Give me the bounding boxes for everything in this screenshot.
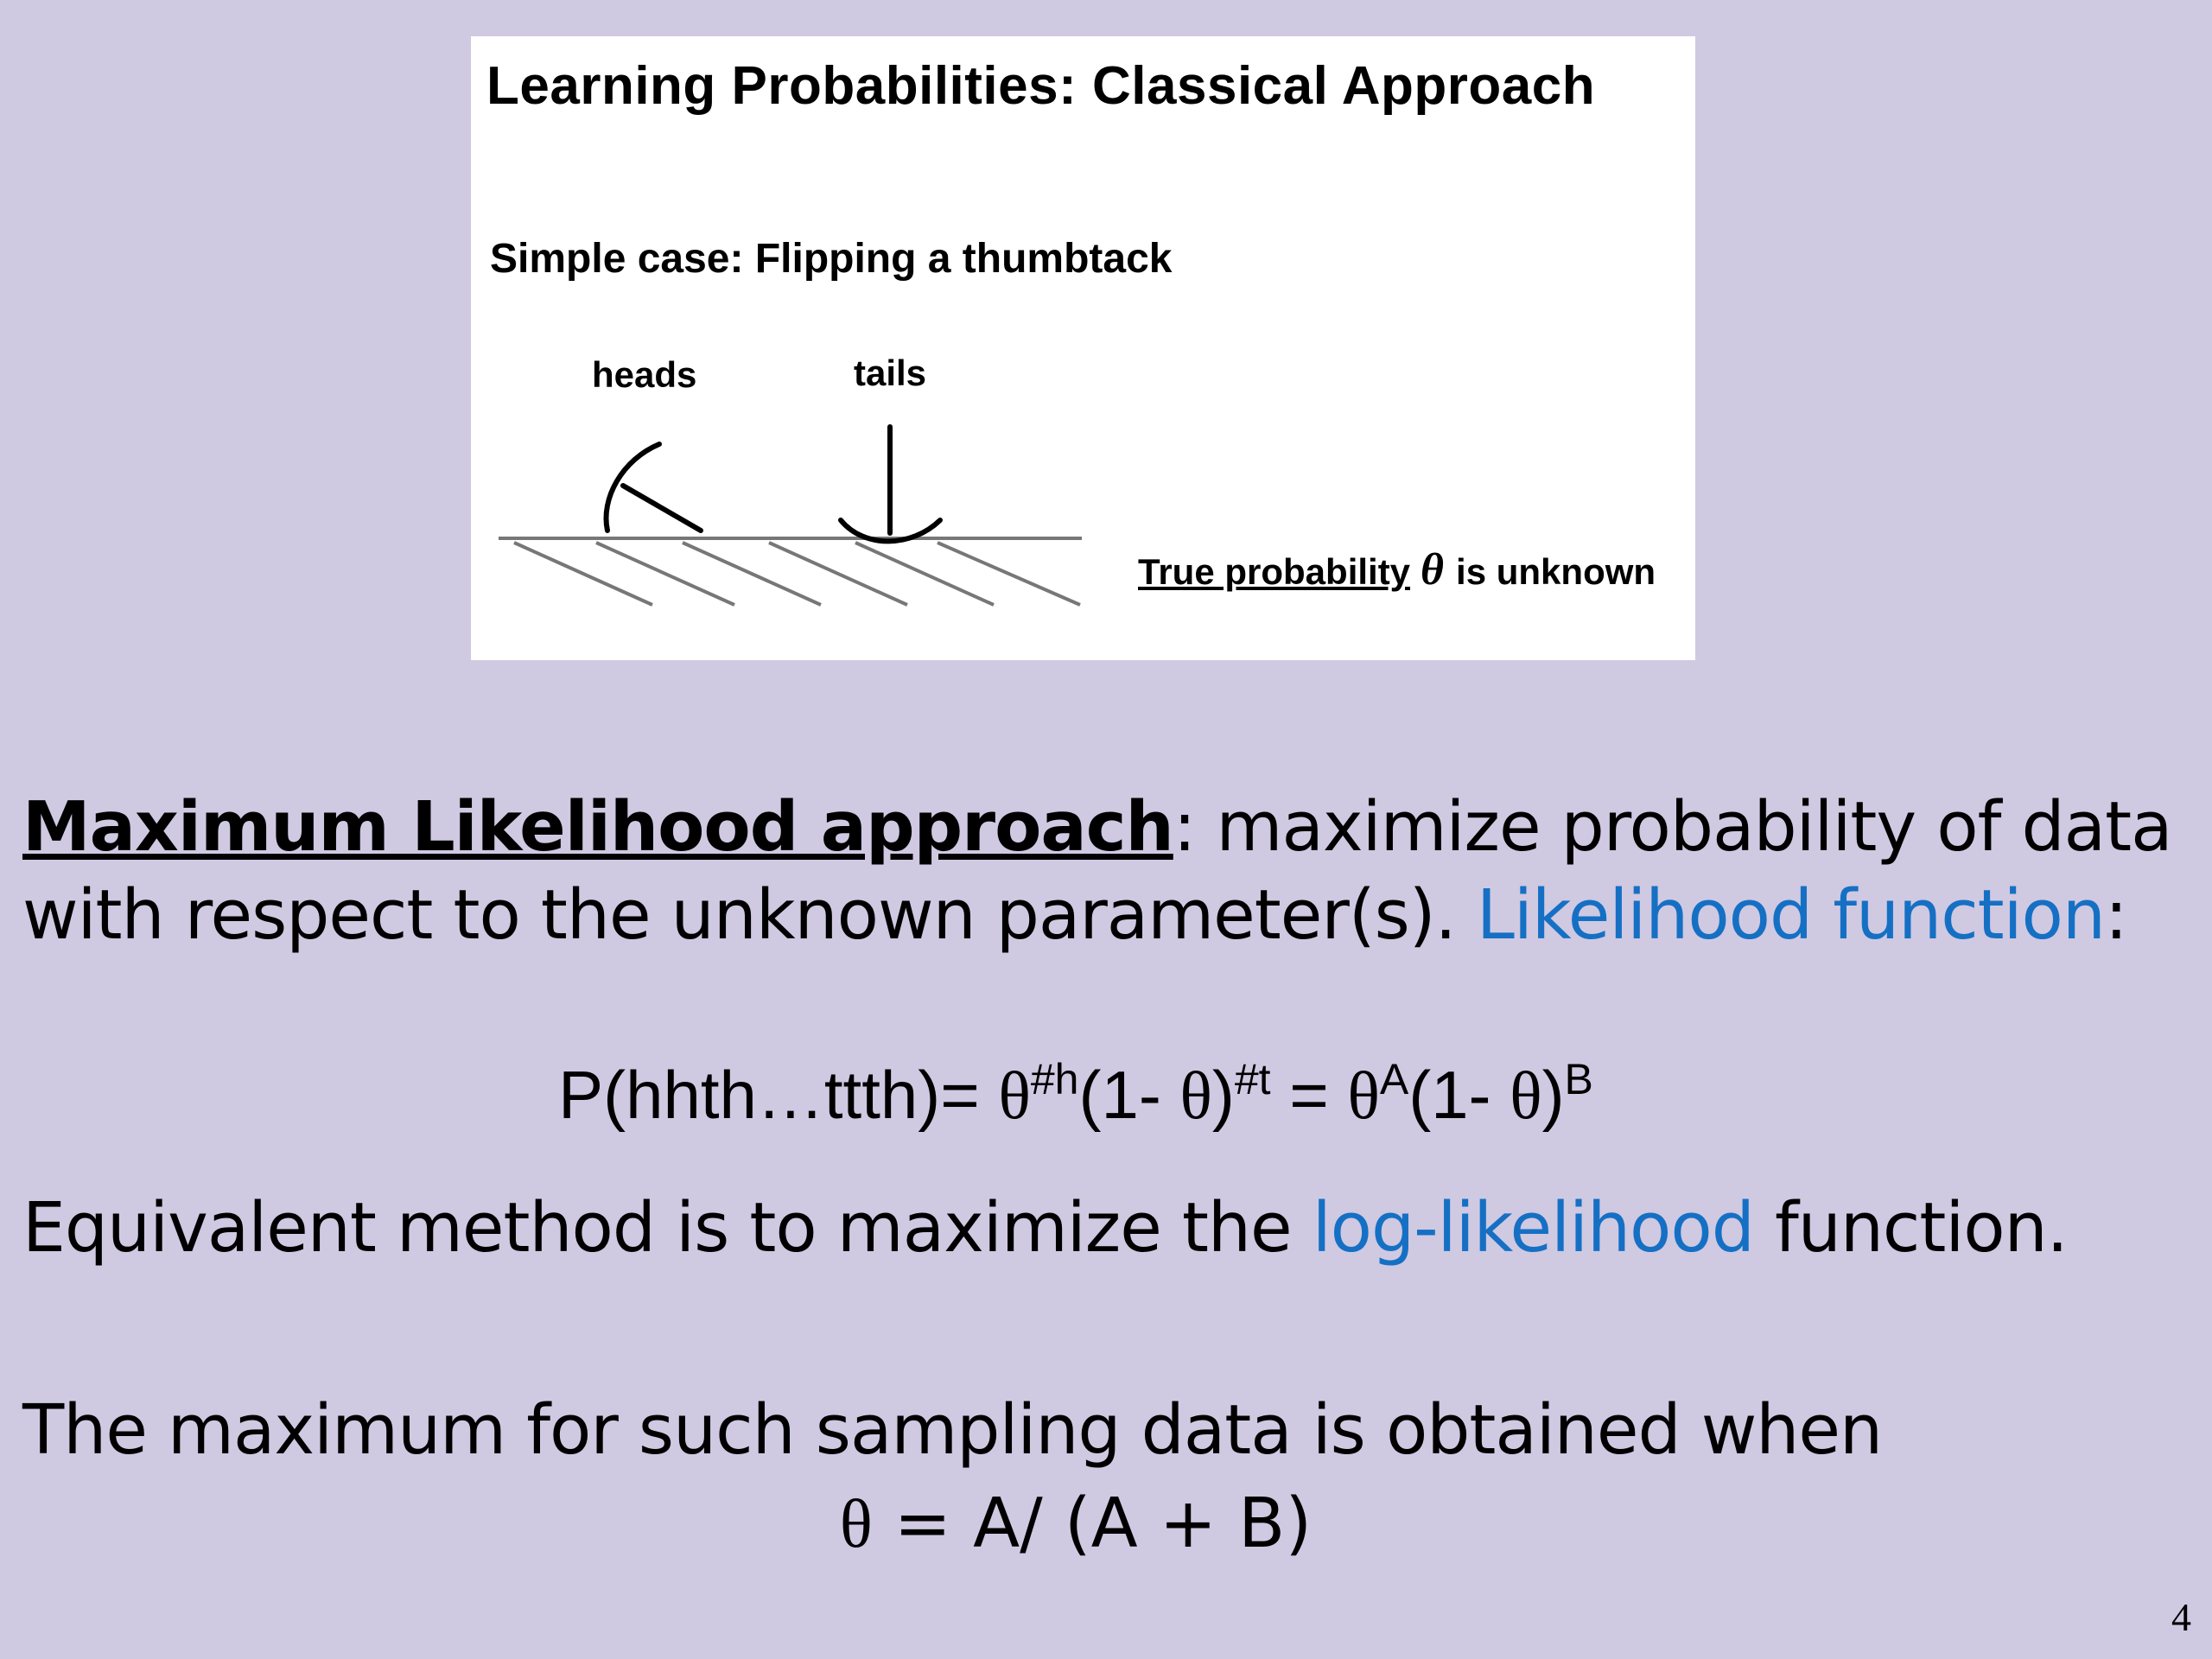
ml-definition-cont: with respect to the unknown parameter(s). <box>22 875 1477 955</box>
paragraph-ml-line2 <box>22 875 2127 955</box>
formula-theta: θ <box>1510 1058 1542 1133</box>
surface-hatching <box>499 538 1082 605</box>
theta-result-expression: = A/ (A + B) <box>872 1484 1313 1563</box>
figure-subtitle: Simple case: Flipping a thumbtack <box>490 236 1173 282</box>
formula-lhs: P(hhth…ttth)= <box>558 1057 999 1133</box>
loglik-end: function. <box>1753 1188 2068 1268</box>
true-probability-label: True probability <box>1138 551 1411 592</box>
tails-label: tails <box>854 353 927 393</box>
theta-symbol: θ <box>1421 545 1445 594</box>
formula-theta: θ <box>1347 1058 1380 1133</box>
heads-label: heads <box>592 354 697 395</box>
loglik-start: Equivalent method is to maximize the <box>22 1188 1313 1268</box>
figure-title: Learning Probabilities: Classical Approach <box>486 56 1596 116</box>
colon: : <box>2104 875 2127 955</box>
thumbtack-figure <box>471 36 1695 660</box>
theta-result <box>0 1484 2152 1564</box>
likelihood-function-term: Likelihood function <box>1476 875 2105 955</box>
unknown-label: is unknown <box>1456 551 1656 592</box>
true-probability-note <box>1138 544 1656 595</box>
formula-exp-a: A <box>1379 1055 1409 1103</box>
formula-exp-b: B <box>1564 1055 1593 1103</box>
formula-part: (1- <box>1408 1057 1510 1133</box>
formula-exp-heads: #h <box>1030 1055 1079 1103</box>
formula-part: ) <box>1211 1057 1235 1133</box>
page-number: 4 <box>2171 1595 2191 1639</box>
paragraph-maximum: The maximum for such sampling data is obtained when <box>22 1390 1883 1470</box>
formula-part: ) <box>1541 1057 1565 1133</box>
ml-approach-term: Maximum Likelihood approach <box>22 787 1173 867</box>
paragraph-ml-line1 <box>22 787 2172 867</box>
formula-part: (1- <box>1078 1057 1180 1133</box>
ml-definition: : maximize probability of data <box>1173 787 2172 867</box>
likelihood-formula <box>0 1056 2152 1135</box>
thumbtack-heads-icon <box>607 444 701 531</box>
log-likelihood-term: log-likelihood <box>1312 1188 1754 1268</box>
formula-theta: θ <box>998 1058 1031 1133</box>
formula-exp-tails: #t <box>1234 1055 1271 1103</box>
paragraph-loglik <box>22 1188 2068 1268</box>
theta-symbol: θ <box>839 1487 873 1562</box>
formula-equals: = <box>1270 1057 1348 1133</box>
thumbtack-tails-icon <box>841 427 940 541</box>
formula-theta: θ <box>1179 1058 1212 1133</box>
